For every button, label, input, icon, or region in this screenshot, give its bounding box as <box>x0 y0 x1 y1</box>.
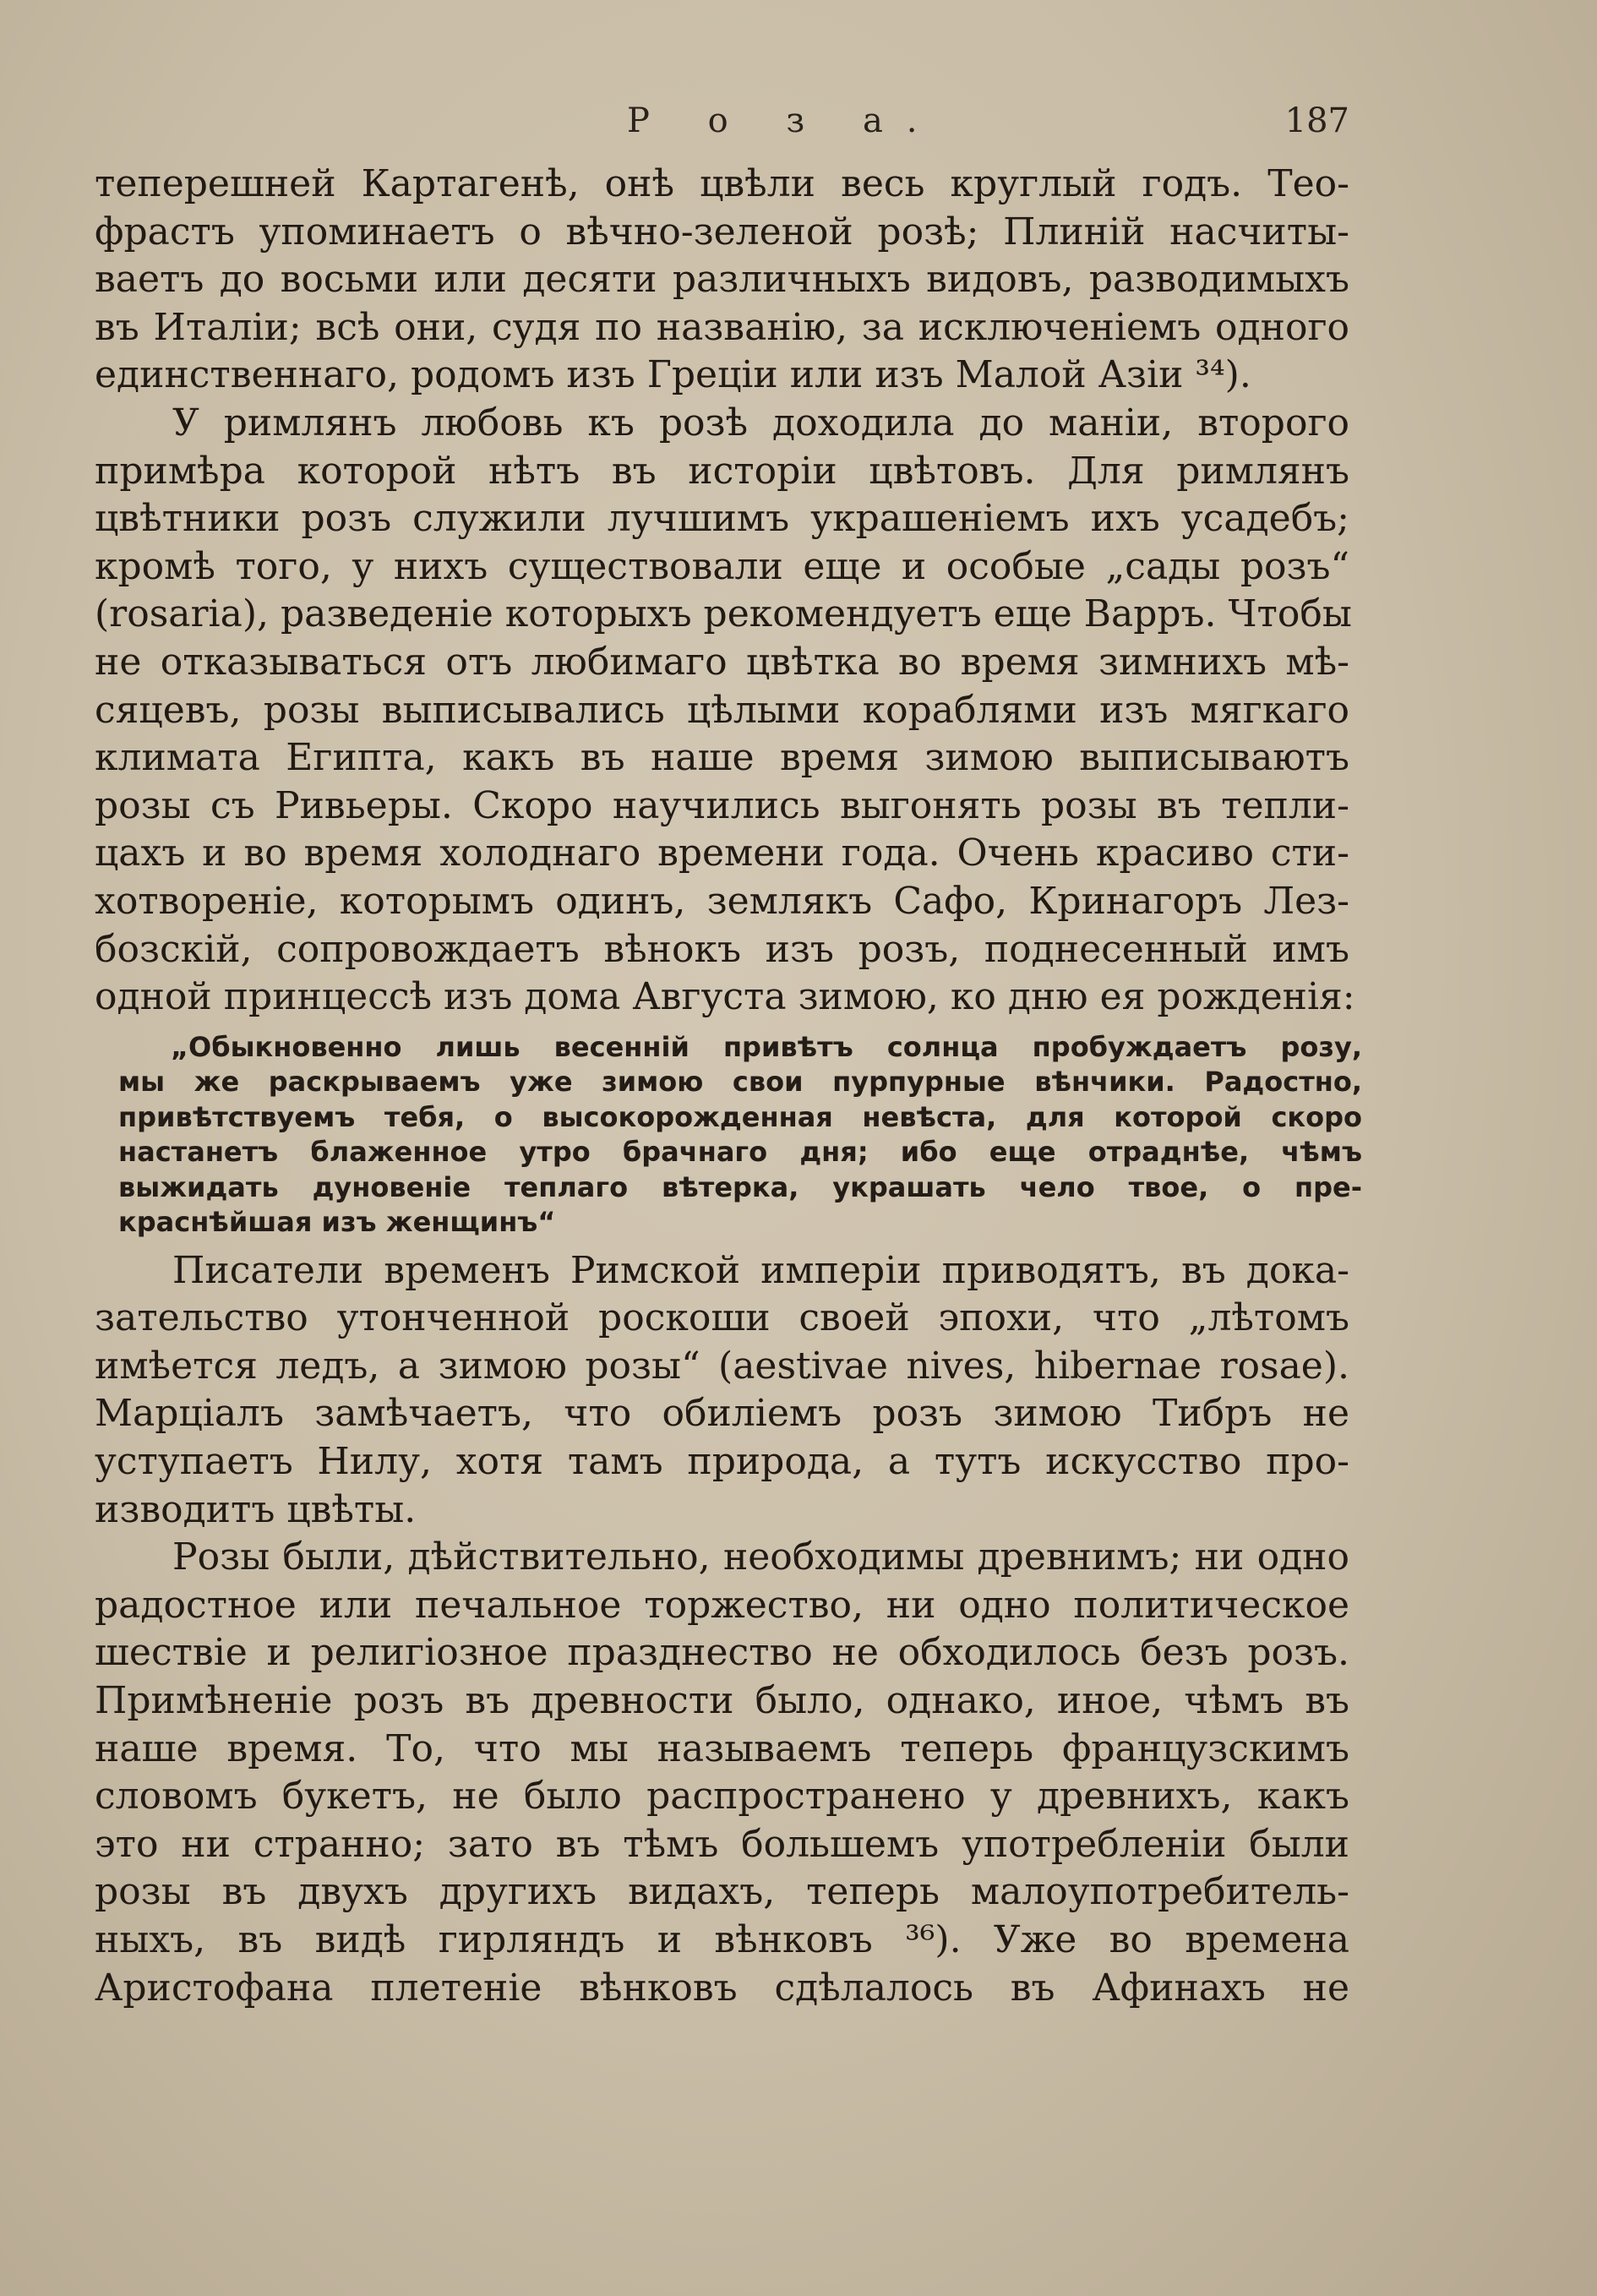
text-line: Примѣненіе розъ въ древности было, однако, иное, чѣмъ въ <box>95 1679 1349 1723</box>
text-line: цахъ и во время холоднаго времени года. Очень красиво сти- <box>95 832 1349 875</box>
text-line: зательство утонченной роскоши своей эпохи, что „лѣтомъ <box>95 1296 1349 1340</box>
text-line: не отказываться отъ любимаго цвѣтка во время зимнихъ мѣ- <box>95 640 1349 684</box>
text-line: примѣра которой нѣтъ въ исторіи цвѣтовъ. Для римлянъ <box>95 449 1349 493</box>
text-line: шествіе и религіозное празднество не обходилось безъ розъ. <box>95 1631 1349 1675</box>
text-line: радостное или печальное торжество, ни одно политическое <box>95 1583 1349 1627</box>
text-line: хотвореніе, которымъ одинъ, землякъ Сафо, Кринагоръ Лез- <box>95 879 1349 923</box>
text-line: изводитъ цвѣты. <box>95 1487 417 1531</box>
text-line: единственнаго, родомъ изъ Греціи или изъ Малой Азіи ³⁴). <box>95 353 1251 397</box>
text-line: сяцевъ, розы выписывались цѣлыми кораблями изъ мягкаго <box>95 688 1349 732</box>
body-text <box>95 161 1362 2012</box>
page-number: 187 <box>1284 101 1349 140</box>
text-line: это ни странно; зато въ тѣмъ большемъ употребленіи были <box>95 1822 1349 1866</box>
quoted-poem <box>95 1030 1362 1241</box>
text-line: въ Италіи; всѣ они, судя по названію, за исключеніемъ одного <box>95 305 1349 349</box>
text-line: У римлянъ любовь къ розѣ доходила до маніи, второго <box>172 401 1349 444</box>
quote-line: настанетъ блаженное утро брачнаго дня; ибо еще отраднѣе, чѣмъ <box>118 1136 1362 1169</box>
text-line: Писатели временъ Римской имперіи приводятъ, въ дока- <box>172 1248 1349 1292</box>
text-line: климата Египта, какъ въ наше время зимою выписываютъ <box>95 736 1349 780</box>
text-line: бозскій, сопровождаетъ вѣнокъ изъ розъ, поднесенный имъ <box>95 927 1349 971</box>
quote-line: выжидать дуновеніе теплаго вѣтерка, украшать чело твое, о пре- <box>118 1170 1362 1203</box>
paragraph <box>95 1534 1349 2012</box>
paragraph <box>95 400 1355 1022</box>
running-title: Р о з а. <box>627 101 941 140</box>
text-line: теперешней Картагенѣ, онѣ цвѣли весь круглый годъ. Тео- <box>95 162 1349 205</box>
text-line: словомъ букетъ, не было распространено у древнихъ, какъ <box>95 1775 1349 1819</box>
text-line: (rosaria), разведеніе которыхъ рекомендуетъ еще Варръ. Чтобы <box>95 592 1352 636</box>
text-line: имѣется ледъ, а зимою розы“ (aestivae nives, hibernae rosae). <box>95 1344 1349 1388</box>
text-line: цвѣтники розъ служили лучшимъ украшеніемъ ихъ усадебъ; <box>95 497 1349 541</box>
text-line: ваетъ до восьми или десяти различныхъ видовъ, разводимыхъ <box>95 258 1349 302</box>
text-line: уступаетъ Нилу, хотя тамъ природа, а тутъ искусство про- <box>95 1440 1349 1484</box>
text-line: ныхъ, въ видѣ гирляндъ и вѣнковъ ³⁶). Уже во времена <box>95 1918 1349 1961</box>
quote-line: мы же раскрываемъ уже зимою свои пурпурные вѣнчики. Радостно, <box>118 1066 1362 1099</box>
paragraph <box>95 1247 1349 1535</box>
paragraph <box>95 161 1349 400</box>
quote-line: краснѣйшая изъ женщинъ“ <box>118 1206 556 1239</box>
text-line: одной принцессѣ изъ дома Августа зимою, ко дню ея рожденія: <box>95 975 1355 1019</box>
page-header <box>95 101 1349 152</box>
quote-line: привѣтствуемъ тебя, о высокорожденная невѣста, для которой скоро <box>118 1100 1362 1133</box>
text-line: Аристофана плетеніе вѣнковъ сдѣлалось въ Афинахъ не <box>95 1966 1349 2010</box>
text-line: Марціалъ замѣчаетъ, что обиліемъ розъ зимою Тибръ не <box>95 1392 1349 1436</box>
quote-line: „Обыкновенно лишь весенній привѣтъ солнца пробуждаетъ розу, <box>171 1030 1362 1063</box>
text-line: кромѣ того, у нихъ существовали еще и особые „сады розъ“ <box>95 544 1349 588</box>
text-line: розы съ Ривьеры. Скоро научились выгонять розы въ тепли- <box>95 783 1349 827</box>
text-line: розы въ двухъ другихъ видахъ, теперь малоупотребитель- <box>95 1870 1349 1914</box>
text-line: Розы были, дѣйствительно, необходимы древнимъ; ни одно <box>172 1535 1349 1579</box>
text-line: фрастъ упоминаетъ о вѣчно-зеленой розѣ; Плиній насчиты- <box>95 210 1349 254</box>
text-line: наше время. То, что мы называемъ теперь французскимъ <box>95 1726 1349 1770</box>
